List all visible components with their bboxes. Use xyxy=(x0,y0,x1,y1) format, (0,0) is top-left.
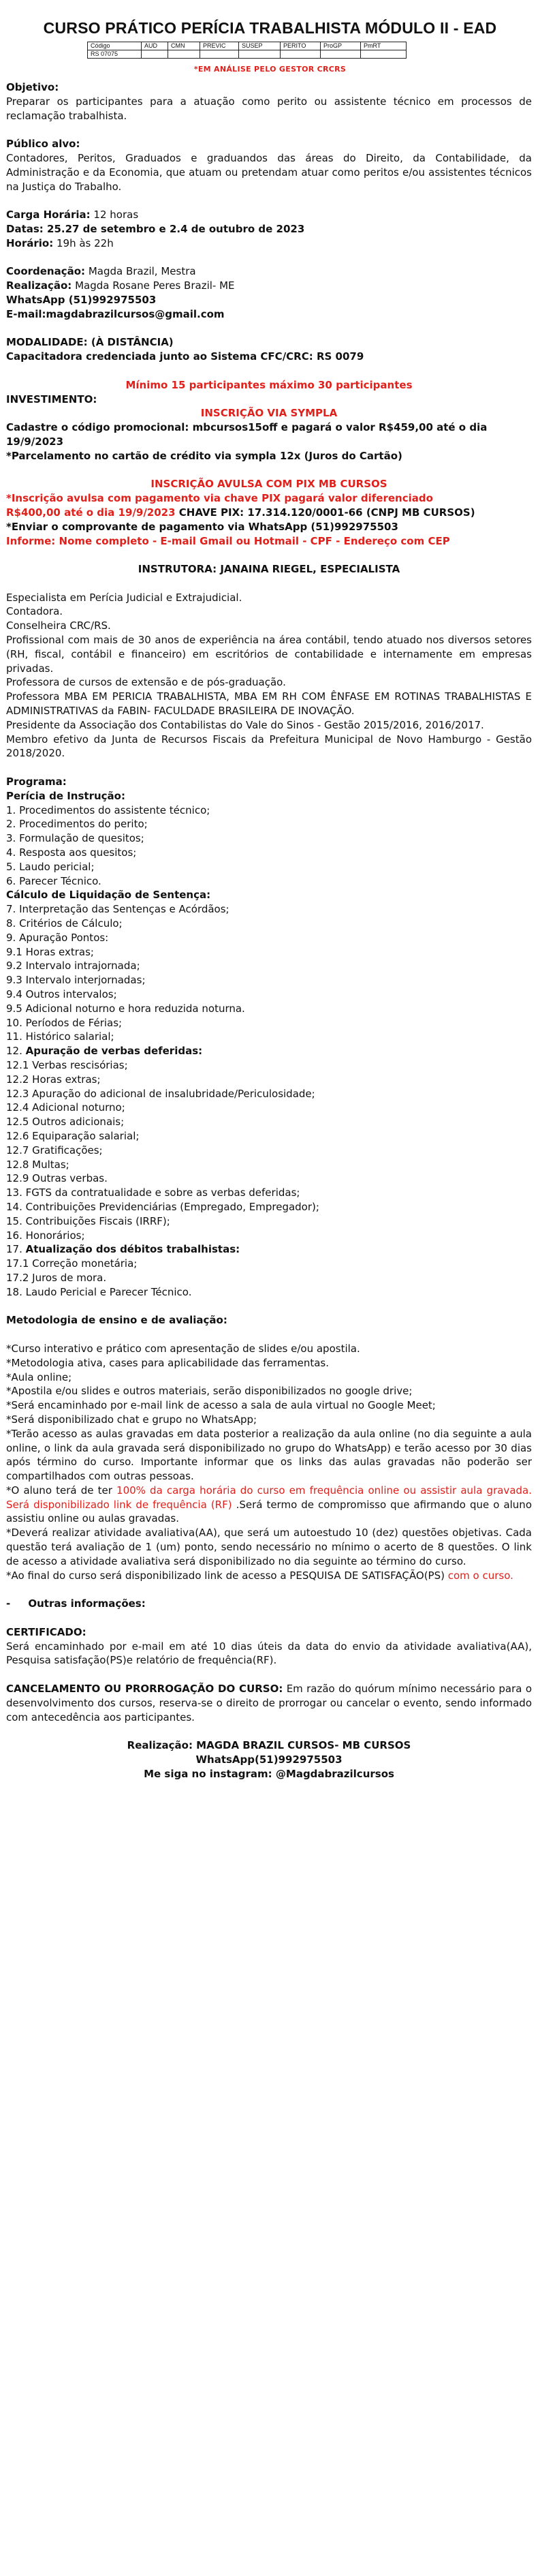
programa-section: Perícia de Instrução: xyxy=(6,789,125,802)
programa-item xyxy=(6,1044,532,1058)
footer-instagram: Me siga no instagram: @Magdabrazilcursos xyxy=(144,1767,394,1780)
programa-item: 15. Contribuições Fiscais (IRRF); xyxy=(6,1214,170,1227)
programa-item: 14. Contribuições Previdenciárias (Empregado, Empregador); xyxy=(6,1200,319,1213)
certificado-text: Será encaminhado por e-mail em até 10 dias úteis da data do envio da atividade avaliativa(AA), Pesquisa satisfação(PS)e relatório de frequência(RF). xyxy=(6,1640,532,1667)
programa-item: 17.2 Juros de mora. xyxy=(6,1271,107,1284)
code-cell xyxy=(281,50,321,59)
programa-item: 9.4 Outros intervalos; xyxy=(6,988,117,1000)
programa-item: 12.4 Adicional noturno; xyxy=(6,1101,125,1114)
freq-text: .Será termo de compromisso que afirmando que o aluno assistiu online ou aulas gravadas. xyxy=(6,1498,532,1525)
code-cell: SUSEP xyxy=(239,42,281,50)
metodologia-item: *Aula online; xyxy=(6,1370,72,1383)
instrutora-line: Contadora. xyxy=(6,605,63,618)
programa-item: 1. Procedimentos do assistente técnico; xyxy=(6,803,210,816)
item-bold-label: Apuração de verbas deferidas: xyxy=(25,1045,203,1058)
analysis-note: *EM ANÁLISE PELO GESTOR CRCRS xyxy=(193,65,347,74)
metodologia-item: *Será encaminhado por e-mail link de acesso a sala de aula virtual no Google Meet; xyxy=(6,1399,436,1412)
carga-value: 12 horas xyxy=(90,209,139,221)
programa-item: 4. Resposta aos quesitos; xyxy=(6,846,137,859)
modalidade-line: MODALIDADE: (À DISTÂNCIA) xyxy=(6,336,174,349)
code-cell: PERITO xyxy=(281,42,321,50)
carga-line xyxy=(6,208,532,222)
footer-realizacao: Realização: MAGDA BRAZIL CURSOS- MB CURSOS xyxy=(127,1739,411,1752)
programa-item: 12.1 Verbas rescisórias; xyxy=(6,1058,128,1071)
coord-label: Coordenação: xyxy=(6,265,86,278)
accreditation-code-table xyxy=(87,42,407,59)
coord-value: Magda Brazil, Mestra xyxy=(85,265,196,278)
programa-item: 12.2 Horas extras; xyxy=(6,1073,101,1086)
freq-highlight: 100% da carga horária do curso em frequência online ou assistir aula gravada. Será disponibilizado link de frequência (RF) xyxy=(6,1484,532,1511)
pix-comprovante: *Enviar o comprovante de pagamento via WhatsApp (51)992975503 xyxy=(6,520,398,533)
objetivo-text: Preparar os participantes para a atuação como perito ou assistente técnico em processos de reclamação trabalhista. xyxy=(6,95,532,122)
minimo-participantes: Mínimo 15 participantes máximo 30 participantes xyxy=(125,378,413,391)
satisfacao-item xyxy=(6,1569,532,1583)
pix-heading: INSCRIÇÃO AVULSA COM PIX MB CURSOS xyxy=(150,478,387,491)
footer-whatsapp: WhatsApp(51)992975503 xyxy=(195,1753,343,1766)
programa-item: 8. Critérios de Cálculo; xyxy=(6,917,123,930)
sympla-heading: INSCRIÇÃO VIA SYMPLA xyxy=(200,407,338,420)
programa-item: 12.6 Equiparação salarial; xyxy=(6,1129,140,1142)
programa-item: 9.2 Intervalo intrajornada; xyxy=(6,960,140,972)
horario-label: Horário: xyxy=(6,236,54,249)
cancelamento-paragraph xyxy=(6,1682,532,1724)
parcelamento-text: *Parcelamento no cartão de crédito via sympla 12x (Juros do Cartão) xyxy=(6,449,402,462)
programa-item: 9.1 Horas extras; xyxy=(6,945,94,958)
sympla-text: Cadastre o código promocional: mbcursos15off e pagará o valor R$459,00 até o dia 19/9/2023 xyxy=(6,421,488,448)
programa-item: 7. Interpretação das Sentenças e Acórdãos; xyxy=(6,903,229,916)
code-cell: ProGP xyxy=(321,42,361,50)
cancelamento-label: CANCELAMENTO OU PRORROGAÇÃO DO CURSO: xyxy=(6,1683,283,1696)
realizacao-line xyxy=(6,279,532,293)
publico-heading: Público alvo: xyxy=(6,138,80,151)
code-cell xyxy=(321,50,361,59)
outras-informacoes xyxy=(6,1597,532,1611)
carga-label: Carga Horária: xyxy=(6,209,91,221)
programa-item: 17.1 Correção monetária; xyxy=(6,1257,138,1270)
code-table-value-row xyxy=(88,50,407,59)
flyer-body xyxy=(6,80,532,1781)
programa-item xyxy=(6,1242,532,1257)
pix-value-line xyxy=(6,506,532,520)
item-bold-label: Atualização dos débitos trabalhistas: xyxy=(25,1243,240,1256)
item-number: 12. xyxy=(6,1045,26,1058)
satisf-highlight: com o curso. xyxy=(447,1569,513,1582)
pix-line: *Inscrição avulsa com pagamento via chave PIX pagará valor diferenciado xyxy=(6,492,433,505)
instrutora-line: Especialista em Perícia Judicial e Extrajudicial. xyxy=(6,591,242,604)
programa-item: 9.5 Adicional noturno e hora reduzida noturna. xyxy=(6,1002,245,1015)
instrutora-paragraph: Membro efetivo da Junta de Recursos Fiscais da Prefeitura Municipal de Novo Hamburgo - Gestão 2018/2020. xyxy=(6,733,532,760)
programa-item: 6. Parecer Técnico. xyxy=(6,874,101,887)
pix-key: CHAVE PIX: 17.314.120/0001-66 (CNPJ MB CURSOS) xyxy=(175,506,475,519)
horario-line xyxy=(6,236,532,251)
programa-item: 10. Períodos de Férias; xyxy=(6,1016,123,1029)
frequencia-item xyxy=(6,1484,532,1526)
whatsapp-contact: WhatsApp (51)992975503 xyxy=(6,293,157,306)
programa-heading: Programa: xyxy=(6,776,67,788)
code-cell xyxy=(142,50,168,59)
metodologia-item: *Apostila e/ou slides e outros materiais, serão disponibilizados no google drive; xyxy=(6,1385,413,1398)
metodologia-item: *Terão acesso as aulas gravadas em data posterior a realização da aula online (no dia seguinte a aula online, o link da aula gravada será disponibilizado no grupo do WhatsApp) e terão acesso por 30 dias após término do curso. Importante informar que os links das aulas gravadas não poderão ser compartilhados com outras pessoas. xyxy=(6,1427,532,1483)
instrutora-paragraph: Profissional com mais de 30 anos de experiência na área contábil, tendo atuado nos diversos setores (RH, fiscal, contábil e financeiro) em escritórios de contabilidade e internamente em empresas privadas. xyxy=(6,634,532,675)
instrutora-line: Conselheira CRC/RS. xyxy=(6,619,111,632)
item-number: 17. xyxy=(6,1243,26,1256)
outras-label: Outras informações: xyxy=(28,1597,146,1610)
certificado-heading: CERTIFICADO: xyxy=(6,1625,86,1638)
pix-price: R$400,00 até o dia 19/9/2023 xyxy=(6,506,176,519)
metodologia-item: *Será disponibilizado chat e grupo no WhatsApp; xyxy=(6,1413,257,1426)
code-cell: RS 07075 xyxy=(88,50,142,59)
outras-dash: - xyxy=(6,1597,11,1610)
instrutora-professora: Professora de cursos de extensão e de pós-graduação. xyxy=(6,676,286,689)
programa-item: 12.9 Outras verbas. xyxy=(6,1172,108,1185)
code-cell: Código xyxy=(88,42,142,50)
code-cell: PmRT xyxy=(361,42,407,50)
instrutora-paragraph: Presidente da Associação dos Contabilistas do Vale do Sinos - Gestão 2015/2016, 2016/2017. xyxy=(6,718,484,731)
programa-section: Cálculo de Liquidação de Sentença: xyxy=(6,889,211,902)
objetivo-heading: Objetivo: xyxy=(6,81,59,93)
programa-item: 13. FGTS da contratualidade e sobre as verbas deferidas; xyxy=(6,1186,300,1199)
code-cell: CMN xyxy=(168,42,200,50)
metodologia-heading: Metodologia de ensino e de avaliação: xyxy=(6,1314,227,1327)
code-cell: AUD xyxy=(142,42,168,50)
programa-item: 12.8 Multas; xyxy=(6,1158,69,1171)
code-table-header-row xyxy=(88,42,407,50)
cancelamento-text: Em razão do quórum mínimo necessário para o desenvolvimento dos cursos, reserva-se o direito de prorrogar ou cancelar o evento, sendo informado com antecedência aos participantes. xyxy=(6,1683,533,1723)
publico-text: Contadores, Peritos, Graduados e graduandos das áreas do Direito, da Contabilidade, da Administração e da Economia, que atuam ou pretendam atuar como peritos e/ou assistentes técnicos na Justiça do Trabalho. xyxy=(6,151,532,193)
code-cell xyxy=(361,50,407,59)
coordenacao-line xyxy=(6,264,532,279)
datas-line: Datas: 25.27 de setembro e 2.4 de outubro de 2023 xyxy=(6,222,305,235)
code-cell: PREVIC xyxy=(200,42,239,50)
real-value: Magda Rosane Peres Brazil- ME xyxy=(72,279,235,292)
instrutora-paragraph: Professora MBA EM PERICIA TRABALHISTA, MBA EM RH COM ÊNFASE EM ROTINAS TRABALHISTAS E ADMINISTRATIVAS da FABIN- FACULDADE BRASILEIRA DE INOVAÇÃO. xyxy=(6,690,532,718)
programa-item: 5. Laudo pericial; xyxy=(6,860,95,873)
credenciada-line: Capacitadora credenciada junto ao Sistema CFC/CRC: RS 0079 xyxy=(6,350,364,363)
avaliacao-item: *Deverá realizar atividade avaliativa(AA), que será um autoestudo 10 (dez) questões objetivas. Cada questão terá avaliação de 1 (um) ponto, sendo necessário no mínimo o acerto de 8 questões. O link de acesso a atividade avaliativa será disponibilizado no dia seguinte ao término do curso. xyxy=(6,1527,532,1567)
satisf-text: *Ao final do curso será disponibilizado link de acesso a PESQUISA DE SATISFAÇÃO(PS) xyxy=(6,1569,448,1582)
pix-informe: Informe: Nome completo - E-mail Gmail ou Hotmail - CPF - Endereço com CEP xyxy=(6,534,450,547)
instrutora-heading: INSTRUTORA: JANAINA RIEGEL, ESPECIALISTA xyxy=(138,563,400,576)
programa-item: 16. Honorários; xyxy=(6,1229,85,1242)
programa-item: 9. Apuração Pontos: xyxy=(6,931,109,944)
code-cell xyxy=(200,50,239,59)
freq-text: *O aluno terá de ter xyxy=(6,1484,117,1497)
code-cell xyxy=(239,50,281,59)
horario-value: 19h às 22h xyxy=(53,236,114,249)
programa-item: 11. Histórico salarial; xyxy=(6,1030,114,1043)
page-title: CURSO PRÁTICO PERÍCIA TRABALHISTA MÓDULO II - EAD xyxy=(43,19,497,37)
programa-item: 12.3 Apuração do adicional de insalubridade/Periculosidade; xyxy=(6,1087,315,1100)
metodologia-item: *Metodologia ativa, cases para aplicabilidade das ferramentas. xyxy=(6,1356,329,1369)
programa-item: 3. Formulação de quesitos; xyxy=(6,832,144,845)
programa-item: 18. Laudo Pericial e Parecer Técnico. xyxy=(6,1285,192,1298)
programa-item: 12.5 Outros adicionais; xyxy=(6,1116,125,1129)
code-cell xyxy=(168,50,200,59)
programa-item: 9.3 Intervalo interjornadas; xyxy=(6,974,146,987)
programa-item: 12.7 Gratificações; xyxy=(6,1144,103,1156)
investimento-heading: INVESTIMENTO: xyxy=(6,393,97,405)
metodologia-item: *Curso interativo e prático com apresentação de slides e/ou apostila. xyxy=(6,1342,360,1355)
programa-item: 2. Procedimentos do perito; xyxy=(6,818,148,831)
real-label: Realização: xyxy=(6,279,72,292)
email-contact: E-mail:magdabrazilcursos@gmail.com xyxy=(6,307,225,320)
